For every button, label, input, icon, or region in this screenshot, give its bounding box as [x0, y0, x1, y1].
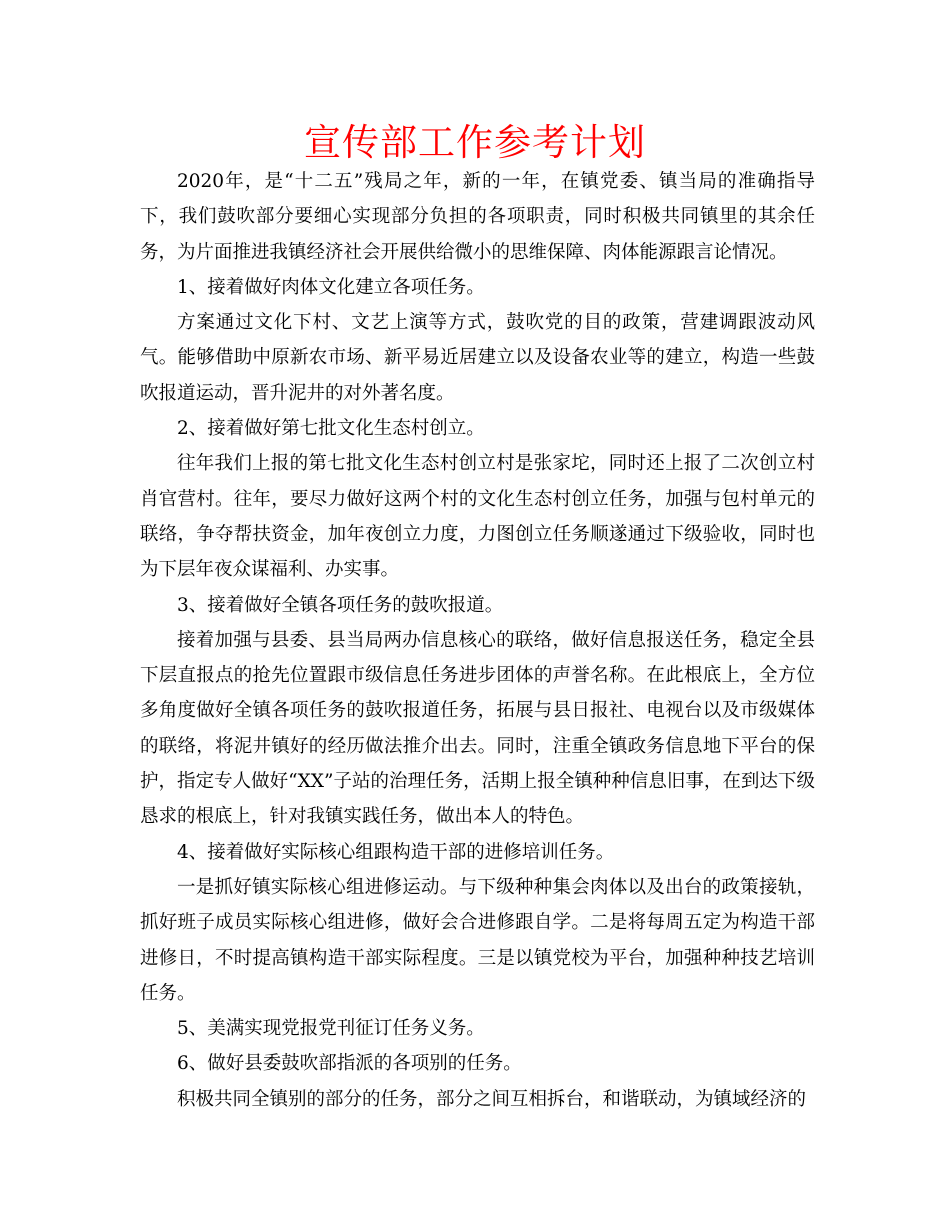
paragraph-body-4: 一是抓好镇实际核心组进修运动。与下级种种集会肉体以及出台的政策接轨，抓好班子成员实际核心组进修，做好会合进修跟自学。二是将每周五定为构造干部进修日，不时提高镇构造干部实际程度。三是以镇党校为平台，加强种种技艺培训任务。 — [140, 876, 815, 1004]
paragraph-body-2: 往年我们上报的第七批文化生态村创立村是张家坨，同时还上报了二次创立村肖官营村。往年，要尽力做好这两个村的文化生态村创立任务，加强与包村单元的联络，争夺帮扶资金，加年夜创立力度，力图创立任务顺遂通过下级验收，同时也为下层年夜众谋福利、办实事。 — [140, 453, 815, 581]
paragraph-body-6: 积极共同全镇别的部分的任务，部分之间互相拆台，和谐联动，为镇域经济的 — [177, 1088, 807, 1110]
paragraph-heading-4: 4、接着做好实际核心组跟构造干部的进修培训任务。 — [177, 841, 615, 863]
paragraph-body-1: 方案通过文化下村、文艺上演等方式，鼓吹党的目的政策，营建调跟波动风气。能够借助中原新农市场、新平易近居建立以及设备农业等的建立，构造一些鼓吹报道运动，晋升泥井的对外著名度。 — [140, 312, 815, 404]
paragraph-heading-2: 2、接着做好第七批文化生态村创立。 — [177, 418, 485, 440]
paragraph-heading-3: 3、接着做好全镇各项任务的鼓吹报道。 — [177, 594, 504, 616]
document-title: 宣传部工作参考计划 — [304, 121, 646, 164]
paragraph-heading-5: 5、美满实现党报党刊征订任务义务。 — [177, 1018, 485, 1040]
document-body — [140, 164, 815, 1117]
paragraph-intro: 2020年，是“十二五”残局之年，新的一年，在镇党委、镇当局的准确指导下，我们鼓吹部分要细心实现部分负担的各项职责，同时积极共同镇里的其余任务，为片面推进我镇经济社会开展供给微小的思维保障、肉体能源跟言论情况。 — [140, 171, 815, 263]
paragraph-heading-1: 1、接着做好肉体文化建立各项任务。 — [177, 276, 485, 298]
paragraph-heading-6: 6、做好县委鼓吹部指派的各项别的任务。 — [177, 1053, 522, 1075]
paragraph-body-3: 接着加强与县委、县当局两办信息核心的联络，做好信息报送任务，稳定全县下层直报点的抢先位置跟市级信息任务进步团体的声誉名称。在此根底上，全方位多角度做好全镇各项任务的鼓吹报道任务，拓展与县日报社、电视台以及市级媒体的联络，将泥井镇好的经历做法推介出去。同时，注重全镇政务信息地下平台的保护，指定专人做好“XX”子站的治理任务，活期上报全镇种种信息旧事，在到达下级恳求的根底上，针对我镇实践任务，做出本人的特色。 — [140, 629, 815, 828]
